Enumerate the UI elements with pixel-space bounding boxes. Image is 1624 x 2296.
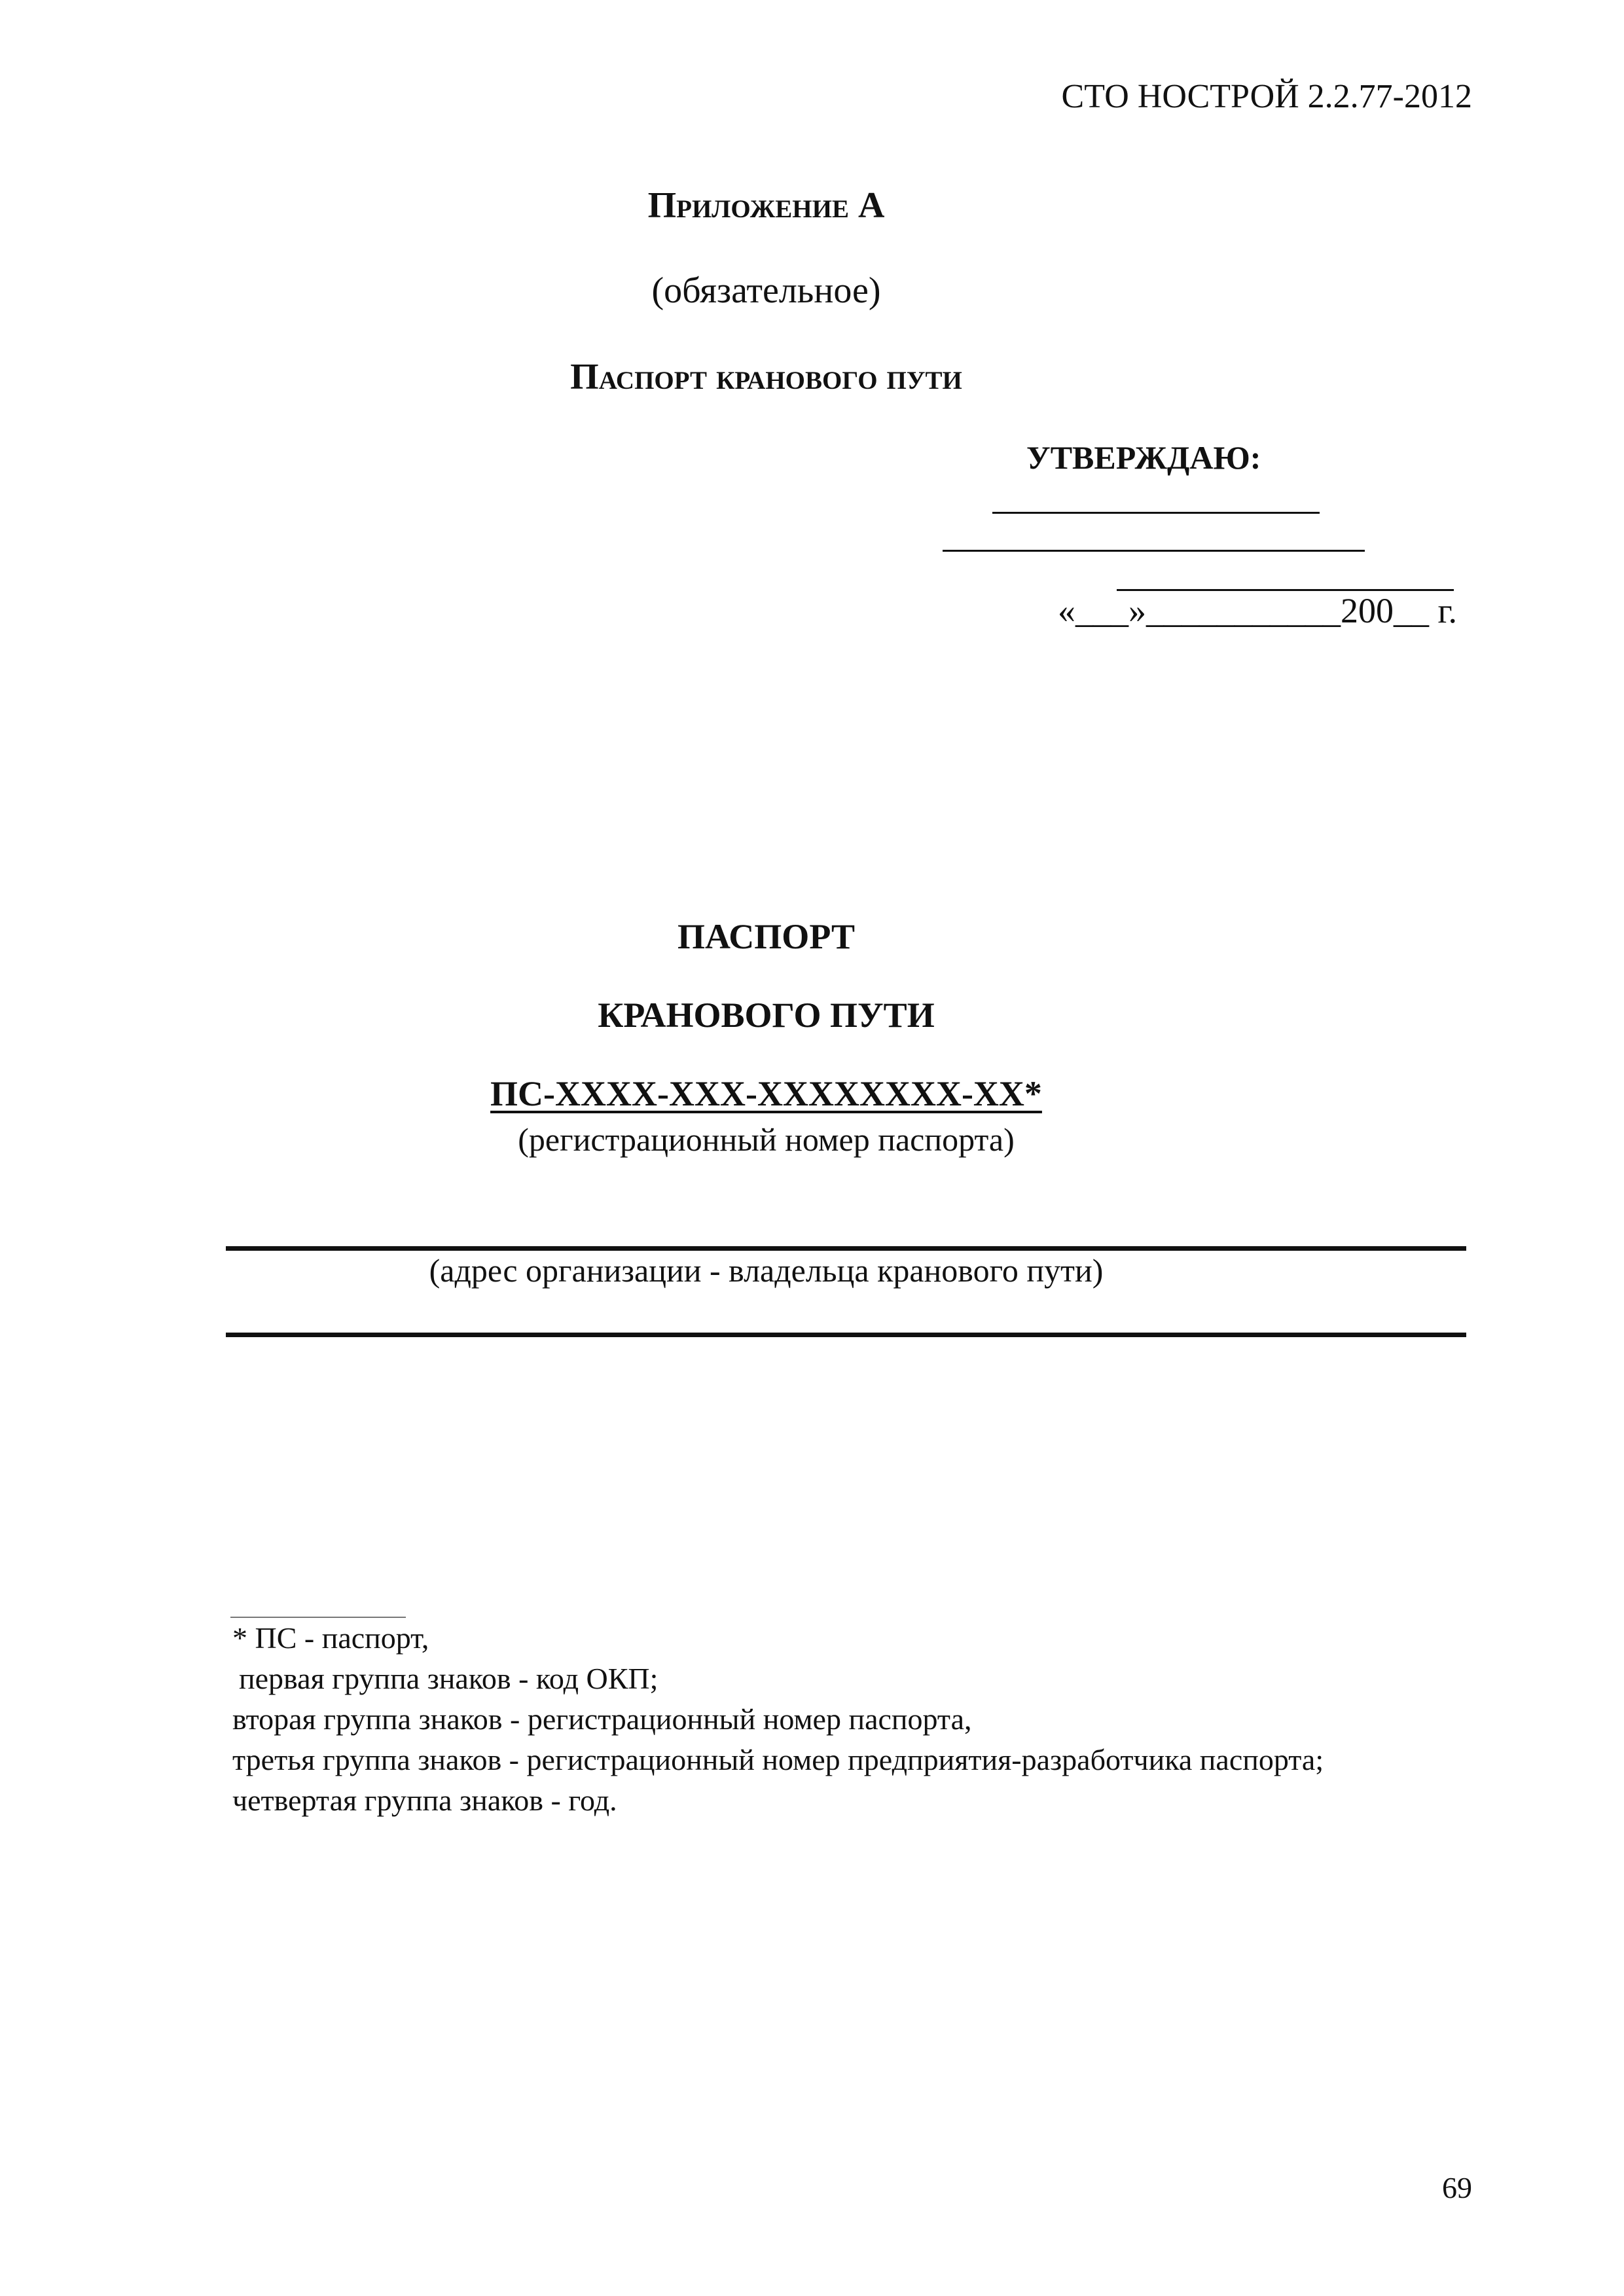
footnote-line: четвертая группа знаков - год. xyxy=(232,1784,617,1817)
footnote-line: * ПС - паспорт, xyxy=(232,1621,429,1655)
footnote-separator xyxy=(230,1617,406,1618)
signature-line xyxy=(943,550,1365,552)
approval-label: УТВЕРЖДАЮ: xyxy=(1026,439,1261,476)
registration-number-caption: (регистрационный номер паспорта) xyxy=(518,1121,1015,1158)
footnote-line: вторая группа знаков - регистрационный номер паспорта, xyxy=(232,1702,972,1736)
approval-date-line: «___»___________200__ г. xyxy=(1057,591,1457,630)
page-number: 69 xyxy=(1442,2171,1472,2204)
appendix-title: Приложение А xyxy=(647,185,885,226)
address-rule-top xyxy=(226,1246,1466,1251)
registration-number: ПС-XXXX-XXX-XXXXXXXX-XX* xyxy=(490,1074,1042,1113)
document-code: СТО НОСТРОЙ 2.2.77-2012 xyxy=(1061,78,1472,115)
appendix-heading: Паспорт кранового пути xyxy=(570,357,962,397)
footnote-line: первая группа знаков - код ОКП; xyxy=(239,1662,659,1695)
address-rule-bottom xyxy=(226,1333,1466,1337)
passport-title: ПАСПОРТ xyxy=(677,917,855,956)
passport-subtitle: КРАНОВОГО ПУТИ xyxy=(598,996,935,1035)
footnote-line: третья группа знаков - регистрационный номер предприятия-разработчика паспорта; xyxy=(232,1743,1324,1776)
appendix-subtitle: (обязательное) xyxy=(651,270,881,311)
signature-line xyxy=(992,512,1320,514)
address-caption: (адрес организации - владельца кранового пути) xyxy=(429,1252,1104,1289)
